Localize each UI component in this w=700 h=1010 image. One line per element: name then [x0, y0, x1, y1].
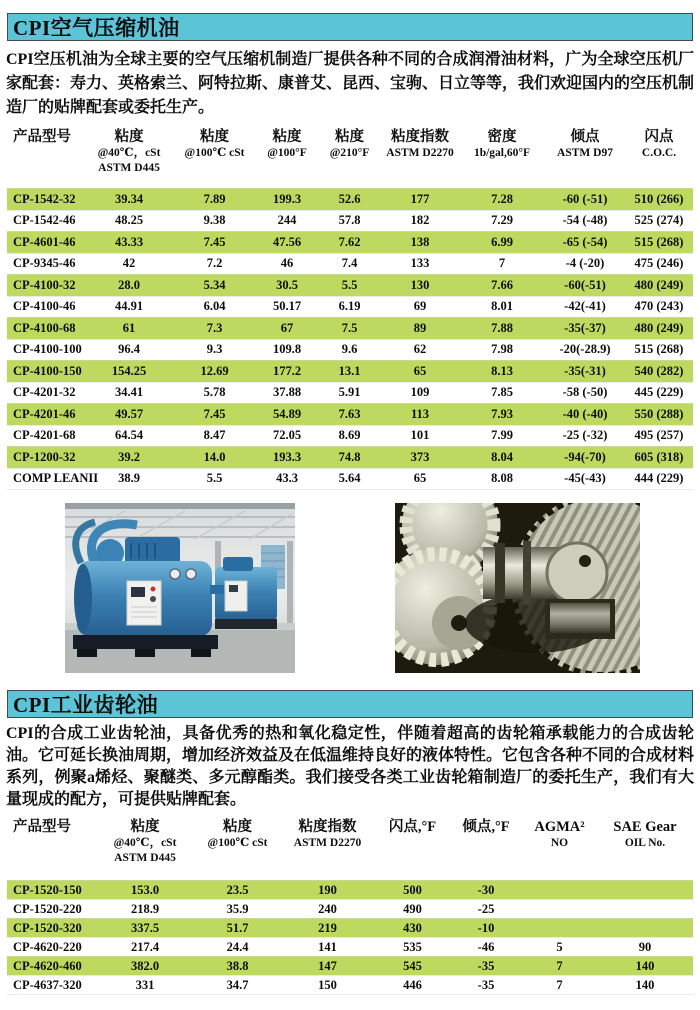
- table-cell: COMP LEANII: [13, 471, 99, 486]
- table-cell: 153.0: [130, 882, 160, 897]
- table-cell: 7.99: [491, 428, 513, 443]
- table-cell: 177: [410, 191, 430, 206]
- table-row: [7, 918, 693, 937]
- table-cell: 34.7: [226, 977, 249, 992]
- table-cell: 9.38: [203, 213, 226, 228]
- table-cell: -35(-37): [564, 320, 606, 335]
- table-cell: 44.91: [114, 299, 144, 314]
- table-row: [7, 339, 693, 361]
- table-cell: 540 (282): [634, 363, 684, 378]
- table-cell: 24.4: [226, 939, 249, 954]
- column-header: AGMA² NO: [534, 819, 585, 849]
- table-cell: 39.2: [118, 449, 140, 464]
- table-cell: 446: [403, 977, 422, 992]
- table-cell: 43.33: [114, 234, 144, 249]
- table-cell: CP-4100-32: [13, 277, 76, 292]
- table-cell: 5.64: [338, 471, 361, 486]
- table-cell: CP-9345-46: [13, 256, 76, 271]
- table-cell: 510 (266): [634, 191, 684, 206]
- table-cell: -35: [477, 958, 495, 973]
- table-cell: 35.9: [226, 901, 249, 916]
- table-cell: CP-4100-150: [13, 363, 82, 378]
- table-cell: 42: [122, 256, 136, 271]
- table-cell: 199.3: [272, 191, 302, 206]
- table-cell: 177.2: [272, 363, 302, 378]
- table-cell: 8.69: [338, 428, 361, 443]
- table-cell: 7.45: [203, 406, 226, 421]
- table-cell: -4 (-20): [565, 256, 605, 271]
- table-cell: 7.45: [203, 234, 226, 249]
- table-cell: CP-1200-32: [13, 449, 76, 464]
- table-cell: 130: [410, 277, 430, 292]
- table-cell: 373: [410, 449, 430, 464]
- table-cell: 444 (229): [634, 471, 684, 486]
- table-row: [7, 899, 693, 918]
- table-cell: CP-4601-46: [13, 234, 76, 249]
- table-cell: 545: [403, 958, 422, 973]
- table-row: [7, 468, 693, 490]
- table-cell: 50.17: [272, 299, 302, 314]
- column-header: 倾点,°F: [462, 819, 510, 835]
- table-cell: 49.57: [114, 406, 144, 421]
- table-cell: CP-1520-220: [13, 901, 82, 916]
- column-header: 粘度 @40℃，cSt ASTM D445: [113, 819, 177, 864]
- section1-title: CPI空气压缩机油: [13, 16, 180, 40]
- table-cell: 69: [413, 299, 427, 314]
- table-cell: 217.4: [130, 939, 160, 954]
- column-header: 倾点 ASTM D97: [557, 129, 613, 159]
- table-cell: -30: [477, 882, 495, 897]
- table-cell: 8.01: [491, 299, 513, 314]
- column-header: 闪点,°F: [388, 819, 437, 835]
- table-cell: -60 (-51): [562, 191, 608, 206]
- table-cell: 6.19: [338, 299, 361, 314]
- table-cell: -94(-70): [564, 449, 606, 464]
- table-cell: 8.47: [203, 428, 226, 443]
- compressor-photo: [65, 503, 295, 673]
- table-row: [7, 956, 693, 975]
- table-cell: 9.6: [341, 342, 358, 357]
- table-cell: CP-4100-68: [13, 320, 76, 335]
- table-header-row: [7, 128, 693, 180]
- section2-intro-paragraph: CPI的合成工业齿轮油，具备优秀的热和氧化稳定性，伴随着超高的齿轮箱承载能力的合成齿轮油。它可延长换油周期，增加经济效益及在低温维持良好的液体特性。它包含各种不同的合成材料系列，例聚a烯烃、聚醚类、多元醇酯类。我们接受各类工业齿轮箱制造厂的委托生产，我们有大量现成的配方，可提供贴牌配套。: [6, 725, 695, 808]
- table-cell: 140: [635, 977, 655, 992]
- table-cell: CP-4620-220: [13, 939, 82, 954]
- table-row: [7, 446, 693, 468]
- table-cell: -20(-28.9): [559, 342, 611, 357]
- table-cell: 7.5: [341, 320, 358, 335]
- table-cell: 182: [410, 213, 430, 228]
- column-header: 粘度指数 ASTM D2270: [386, 129, 454, 159]
- table-cell: -65 (-54): [562, 234, 608, 249]
- table-row: [7, 274, 693, 296]
- table-cell: 500: [403, 882, 422, 897]
- table-cell: CP-1542-46: [13, 213, 76, 228]
- table-row: [7, 382, 693, 404]
- table-cell: 7.93: [491, 406, 513, 421]
- table-cell: 12.69: [200, 363, 229, 378]
- table-cell: 13.1: [338, 363, 361, 378]
- table-cell: 7.29: [491, 213, 513, 228]
- table-cell: 9.3: [206, 342, 223, 357]
- table-cell: 5: [556, 939, 563, 954]
- table-cell: -35: [477, 977, 495, 992]
- table-cell: 525 (274): [634, 213, 684, 228]
- table-cell: 52.6: [338, 191, 361, 206]
- table-row: [7, 296, 693, 318]
- table-cell: 8.08: [491, 471, 513, 486]
- table-cell: 96.4: [118, 342, 140, 357]
- column-header: 粘度 @40℃，cSt ASTM D445: [97, 129, 161, 174]
- table-cell: 480 (249): [634, 320, 684, 335]
- table-cell: 43.3: [276, 471, 298, 486]
- section2-title-bar: [7, 690, 693, 718]
- table-cell: 54.89: [272, 406, 302, 421]
- table-body: [7, 880, 693, 995]
- table-cell: 7.89: [203, 191, 226, 206]
- table-cell: 7.28: [491, 191, 513, 206]
- table-cell: 7.62: [338, 234, 361, 249]
- table-cell: 5.78: [203, 385, 226, 400]
- column-header: 粘度 @100℃ cSt: [184, 129, 245, 159]
- table-row: [7, 403, 693, 425]
- table-cell: 7.98: [491, 342, 513, 357]
- table-cell: 62: [413, 342, 427, 357]
- table-cell: 67: [280, 320, 294, 335]
- table-cell: 535: [403, 939, 422, 954]
- compressor-oil-table: [7, 128, 693, 490]
- table-cell: 46: [280, 256, 294, 271]
- table-cell: 109: [410, 385, 430, 400]
- gear-oil-table: [7, 818, 693, 995]
- table-cell: 475 (246): [634, 256, 684, 271]
- table-row: [7, 425, 693, 447]
- table-cell: CP-1520-150: [13, 882, 82, 897]
- column-header: 产品型号: [13, 819, 71, 835]
- table-cell: 605 (318): [634, 449, 684, 464]
- table-cell: 38.9: [118, 471, 140, 486]
- table-cell: CP-4637-320: [13, 977, 82, 992]
- table-cell: 5.5: [206, 471, 223, 486]
- table-cell: 138: [410, 234, 430, 249]
- table-cell: 515 (268): [634, 234, 684, 249]
- table-cell: 7: [498, 256, 506, 271]
- column-header: 闪点 C.O.C.: [641, 129, 677, 159]
- column-header: 粘度 @100°F: [267, 129, 307, 159]
- table-cell: 38.8: [226, 958, 249, 973]
- table-cell: 113: [410, 406, 430, 421]
- table-cell: 480 (249): [634, 277, 684, 292]
- table-cell: 14.0: [203, 449, 226, 464]
- table-cell: 141: [318, 939, 337, 954]
- table-row: [7, 210, 693, 232]
- table-cell: 5.5: [341, 277, 358, 292]
- table-cell: 64.54: [114, 428, 144, 443]
- table-cell: CP-4100-100: [13, 342, 82, 357]
- table-cell: 57.8: [338, 213, 361, 228]
- section1-title-bar: [7, 13, 693, 41]
- table-cell: CP-4201-68: [13, 428, 76, 443]
- table-cell: 150: [318, 977, 337, 992]
- table-cell: 147: [318, 958, 337, 973]
- photo-row: [65, 503, 700, 673]
- table-cell: 5.91: [338, 385, 361, 400]
- table-cell: 240: [318, 901, 337, 916]
- table-row: [7, 231, 693, 253]
- table-cell: 89: [413, 320, 427, 335]
- table-cell: 7.3: [206, 320, 223, 335]
- table-cell: 219: [318, 920, 337, 935]
- gears-photo: [395, 503, 640, 673]
- table-cell: 6.99: [491, 234, 513, 249]
- table-cell: 23.5: [226, 882, 249, 897]
- table-cell: 39.34: [114, 191, 144, 206]
- column-header: 产品型号: [13, 129, 71, 145]
- table-cell: 51.7: [226, 920, 249, 935]
- table-cell: CP-1520-320: [13, 920, 82, 935]
- table-cell: 490: [403, 901, 422, 916]
- table-cell: 47.56: [272, 234, 302, 249]
- table-cell: 61: [122, 320, 136, 335]
- table-cell: CP-1542-32: [13, 191, 76, 206]
- table-cell: 430: [403, 920, 422, 935]
- table-cell: CP-4201-32: [13, 385, 76, 400]
- table-cell: 140: [635, 958, 655, 973]
- table-cell: 8.13: [491, 363, 513, 378]
- table-header-row: [7, 818, 693, 870]
- column-header: 粘度指数 ASTM D2270: [293, 819, 362, 849]
- table-cell: 7.63: [338, 406, 361, 421]
- table-cell: CP-4201-46: [13, 406, 76, 421]
- table-cell: 331: [135, 977, 155, 992]
- table-cell: 550 (288): [634, 406, 684, 421]
- table-cell: 5.34: [203, 277, 226, 292]
- table-cell: 109.8: [272, 342, 302, 357]
- table-cell: -25 (-32): [562, 428, 608, 443]
- table-row: [7, 975, 693, 994]
- table-cell: 74.8: [338, 449, 361, 464]
- table-cell: 28.0: [118, 277, 140, 292]
- table-cell: 65: [413, 363, 427, 378]
- table-cell: -10: [477, 920, 495, 935]
- table-cell: 495 (257): [634, 428, 684, 443]
- table-cell: 193.3: [272, 449, 302, 464]
- table-cell: 72.05: [272, 428, 302, 443]
- column-header: 粘度 @210°F: [329, 129, 370, 159]
- table-cell: 65: [413, 471, 427, 486]
- table-row: [7, 880, 693, 899]
- column-header: SAE Gear OIL No.: [613, 819, 677, 849]
- table-cell: 90: [638, 939, 652, 954]
- table-row: [7, 253, 693, 275]
- table-cell: 34.41: [114, 385, 144, 400]
- table-cell: -46: [477, 939, 495, 954]
- table-cell: 133: [410, 256, 430, 271]
- table-cell: 48.25: [114, 213, 144, 228]
- table-cell: -25: [477, 901, 495, 916]
- table-body: [7, 188, 693, 490]
- section1-intro-paragraph: CPI空压机油为全球主要的空气压缩机制造厂提供各种不同的合成润滑油材料，广为全球空压机厂家配套：寿力、英格索兰、阿特拉斯、康普艾、昆西、宝驹、日立等等，我们欢迎国内的空压机制造厂的贴牌配套或委托生产。: [6, 51, 695, 116]
- table-cell: 8.04: [491, 449, 513, 464]
- table-cell: 244: [277, 213, 297, 228]
- table-cell: 6.04: [203, 299, 226, 314]
- table-cell: 445 (229): [634, 385, 684, 400]
- table-cell: 154.25: [111, 363, 147, 378]
- table-cell: 7.85: [491, 385, 513, 400]
- table-cell: 7.4: [341, 256, 358, 271]
- table-row: [7, 317, 693, 339]
- table-cell: 7.66: [491, 277, 513, 292]
- table-row: [7, 188, 693, 210]
- column-header: 密度 1b/gal,60°F: [473, 129, 531, 159]
- table-cell: -35(-31): [564, 363, 606, 378]
- table-cell: 7: [556, 977, 563, 992]
- table-row: [7, 937, 693, 956]
- table-cell: 30.5: [276, 277, 298, 292]
- table-cell: -58 (-50): [562, 385, 608, 400]
- table-cell: 337.5: [130, 920, 160, 935]
- table-cell: 382.0: [130, 958, 160, 973]
- table-cell: -54 (-48): [562, 213, 608, 228]
- table-cell: 37.88: [272, 385, 302, 400]
- column-header: 粘度 @100℃ cSt: [207, 819, 268, 849]
- section2-title: CPI工业齿轮油: [13, 693, 159, 717]
- table-cell: 190: [318, 882, 337, 897]
- table-cell: CP-4100-46: [13, 299, 76, 314]
- table-cell: CP-4620-460: [13, 958, 82, 973]
- table-cell: 470 (243): [634, 299, 684, 314]
- table-cell: -42(-41): [564, 299, 606, 314]
- table-cell: -40 (-40): [562, 406, 608, 421]
- table-cell: 101: [410, 428, 430, 443]
- table-cell: 515 (268): [634, 342, 684, 357]
- table-cell: 7: [556, 958, 563, 973]
- table-cell: 7.2: [206, 256, 223, 271]
- table-cell: 218.9: [130, 901, 160, 916]
- table-cell: 7.88: [491, 320, 513, 335]
- table-row: [7, 360, 693, 382]
- table-cell: -45(-43): [564, 471, 606, 486]
- table-cell: -60(-51): [564, 277, 606, 292]
